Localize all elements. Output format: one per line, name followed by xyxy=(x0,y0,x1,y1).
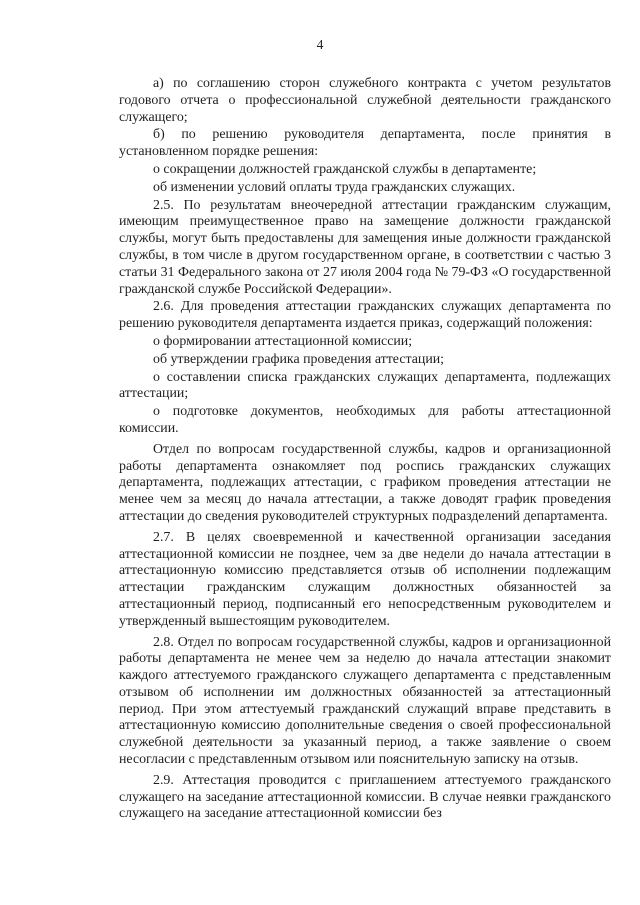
paragraph-hr-department: Отдел по вопросам государственной службы, кадров и организационной работы департамента ознакомляет под роспись гражданских служащих департамента, подлежащих аттестации, с графиком проведения аттестации не менее чем за месяц до начала аттестации, а также доводят график проведения аттестации до сведения руководителей структурных подразделений департамента. xyxy=(119,441,611,524)
paragraph-2-9: 2.9. Аттестация проводится с приглашением аттестуемого гражданского служащего на заседание аттестационной комиссии. В случае неявки гражданского служащего на заседание аттестационной комиссии без xyxy=(119,772,611,822)
list-item-commission: о формировании аттестационной комиссии; xyxy=(153,333,413,349)
list-item-employee-list: о составлении списка гражданских служащих департамента, подлежащих аттестации; xyxy=(119,369,611,402)
paragraph-2-6: 2.6. Для проведения аттестации гражданских служащих департамента по решению руководителя департамента издается приказ, содержащий положения: xyxy=(119,299,611,332)
page-number: 4 xyxy=(316,37,324,52)
list-item-schedule: об утверждении графика проведения аттестации; xyxy=(153,351,445,367)
document-body xyxy=(119,76,611,823)
paragraph-2-7: 2.7. В целях своевременной и качественной организации заседания аттестационной комиссии не позднее, чем за две недели до начала аттестации в аттестационную комиссию представляется отзыв об исполнении подлежащим аттестации гражданским служащим должностных обязанностей за аттестационный период, подписанный его непосредственным руководителем и утвержденный вышестоящим руководителем. xyxy=(119,529,611,629)
list-item-pay-change: об изменении условий оплаты труда гражданских служащих. xyxy=(153,179,516,195)
paragraph-b-decision: б) по решению руководителя департамента, после принятия в установленном порядке решения: xyxy=(119,127,611,160)
list-item-documents: о подготовке документов, необходимых для работы аттестационной комиссии. xyxy=(119,404,611,436)
paragraph-2-8: 2.8. Отдел по вопросам государственной службы, кадров и организационной работы департамента не менее чем за неделю до начала аттестации знакомит каждого аттестуемого гражданского служащего департамента с представленным отзывом об исполнении им должностных обязанностей за аттестационный период. При этом аттестуемый гражданский служащий вправе представить в аттестационную комиссию дополнительные сведения о своей профессиональной служебной деятельности за указанный период, а также заявление о своем несогласии с представленным отзывом или пояснительную записку на отзыв. xyxy=(119,634,611,768)
paragraph-a-agreement: а) по соглашению сторон служебного контракта с учетом результатов годового отчета о профессиональной служебной деятельности гражданского служащего; xyxy=(119,76,611,125)
paragraph-2-5: 2.5. По результатам внеочередной аттестации гражданским служащим, имеющим преимущественное право на замещение должности гражданской службы, могут быть предоставлены для замещения иные должности гражданской службы, в том числе в другом государственном органе, в соответствии с частью 3 статьи 31 Федерального закона от 27 июля 2004 года № 79-ФЗ «О государственной гражданской службе Российской Федерации». xyxy=(119,197,611,297)
list-item-reduction: о сокращении должностей гражданской службы в департаменте; xyxy=(153,161,537,177)
